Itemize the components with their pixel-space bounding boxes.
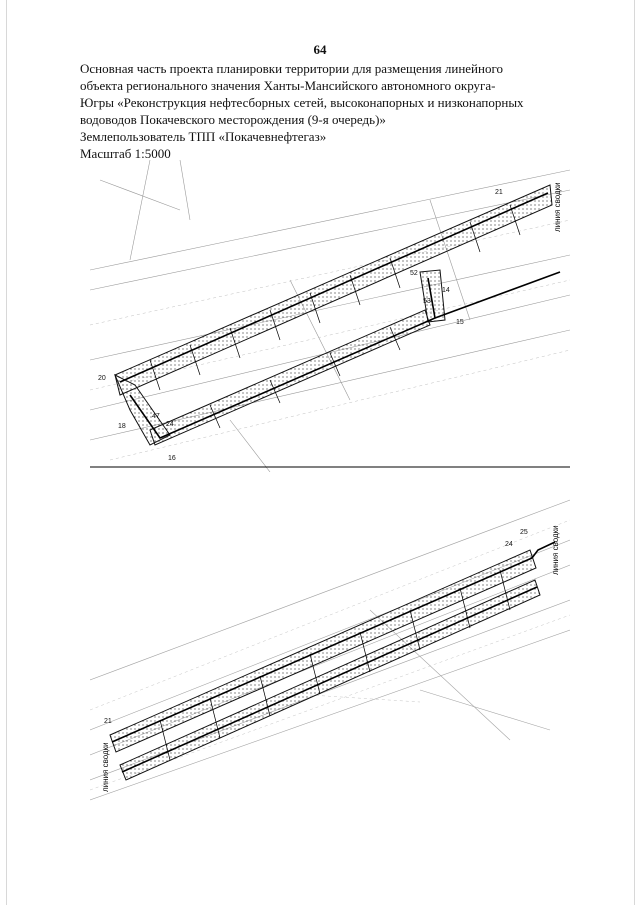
- planning-map-top: [90, 160, 570, 472]
- point-label: 21: [495, 189, 503, 196]
- title-line-3: Югры «Реконструкция нефтесборных сетей, высоконапорных и низконапорных: [80, 95, 524, 110]
- planning-map-bottom-drawing: [90, 480, 570, 810]
- match-line-label-right: линия сводки: [551, 525, 560, 575]
- point-label: 14: [442, 287, 450, 294]
- title-line-4: водоводов Покачевского месторождения (9-я очередь)»: [80, 112, 386, 127]
- point-label: 25: [520, 529, 528, 536]
- document-heading: [80, 60, 580, 162]
- scan-edge-left: [6, 0, 7, 905]
- point-label: 21: [104, 718, 112, 725]
- scan-edge-right: [634, 0, 635, 905]
- planning-map-bottom: [90, 480, 570, 810]
- match-line-label: линия сводки: [553, 182, 562, 232]
- point-label: 15: [456, 319, 464, 326]
- corridor-upper: [110, 550, 536, 752]
- point-label: 47: [152, 413, 160, 420]
- point-label: 24: [166, 421, 174, 428]
- page-number: 64: [313, 42, 327, 57]
- point-label: 20: [98, 375, 106, 382]
- point-label: 16: [168, 455, 176, 462]
- match-line-label-left: линия сводки: [101, 742, 110, 792]
- point-label: 24: [505, 541, 513, 548]
- planning-map-top-drawing: [90, 160, 570, 472]
- point-label: 18: [118, 423, 126, 430]
- scale-line: Масштаб 1:5000: [80, 146, 171, 161]
- title-line-1: Основная часть проекта планировки территории для размещения линейного: [80, 61, 503, 76]
- land-user-line: Землепользователь ТПП «Покачевнефтегаз»: [80, 129, 327, 144]
- point-label: 53: [423, 298, 431, 305]
- title-line-2: объекта регионального значения Ханты-Мансийского автономного округа-: [80, 78, 496, 93]
- point-label: 52: [410, 270, 418, 277]
